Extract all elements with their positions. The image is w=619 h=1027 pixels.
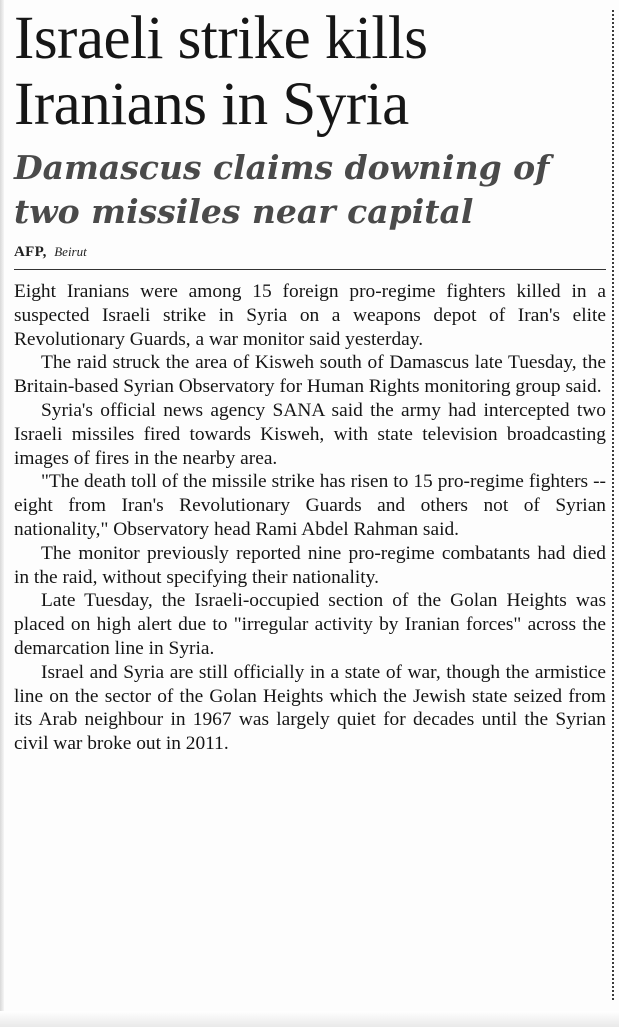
article	[14, 6, 604, 756]
page-bottom-shadow	[0, 1011, 619, 1027]
headline: Israeli strike kills Iranians in Syria	[14, 5, 428, 138]
byline-location: Beirut	[54, 244, 87, 259]
article-paragraph: "The death toll of the missile strike has risen to 15 pro-regime fighters -- eight from Iran's Revolutionary Guards and others not of Syrian nationality," Observatory head Rami Abdel Rahman said.	[14, 471, 606, 540]
article-paragraph: The monitor previously reported nine pro-regime combatants had died in the raid, without specifying their nationality.	[14, 542, 606, 588]
article-paragraph: Israel and Syria are still officially in a state of war, though the armistice line on the sector of the Golan Heights which the Jewish state seized from its Arab neighbour in 1967 was largely quiet for decades until the Syrian civil war broke out in 2011.	[14, 661, 606, 755]
column-dotted-rule	[612, 10, 614, 1000]
page-edge	[0, 0, 4, 1027]
subheadline: Damascus claims downing of two missiles near capital	[14, 148, 550, 231]
article-body	[14, 280, 606, 756]
byline-divider	[14, 269, 606, 270]
article-paragraph: Eight Iranians were among 15 foreign pro-regime fighters killed in a suspected Israeli strike in Syria on a weapons depot of Iran's elite Revolutionary Guards, a war monitor said yesterday.	[14, 281, 606, 350]
article-paragraph: The raid struck the area of Kisweh south of Damascus late Tuesday, the Britain-based Syrian Observatory for Human Rights monitoring group said.	[14, 352, 606, 398]
article-paragraph: Syria's official news agency SANA said the army had intercepted two Israeli missiles fired towards Kisweh, with state television broadcasting images of fires in the nearby area.	[14, 399, 606, 469]
byline-agency: AFP,	[14, 244, 47, 260]
article-paragraph: Late Tuesday, the Israeli-occupied section of the Golan Heights was placed on high alert due to "irregular activity by Iranian forces" across the demarcation line in Syria.	[14, 590, 606, 659]
byline	[14, 244, 604, 261]
